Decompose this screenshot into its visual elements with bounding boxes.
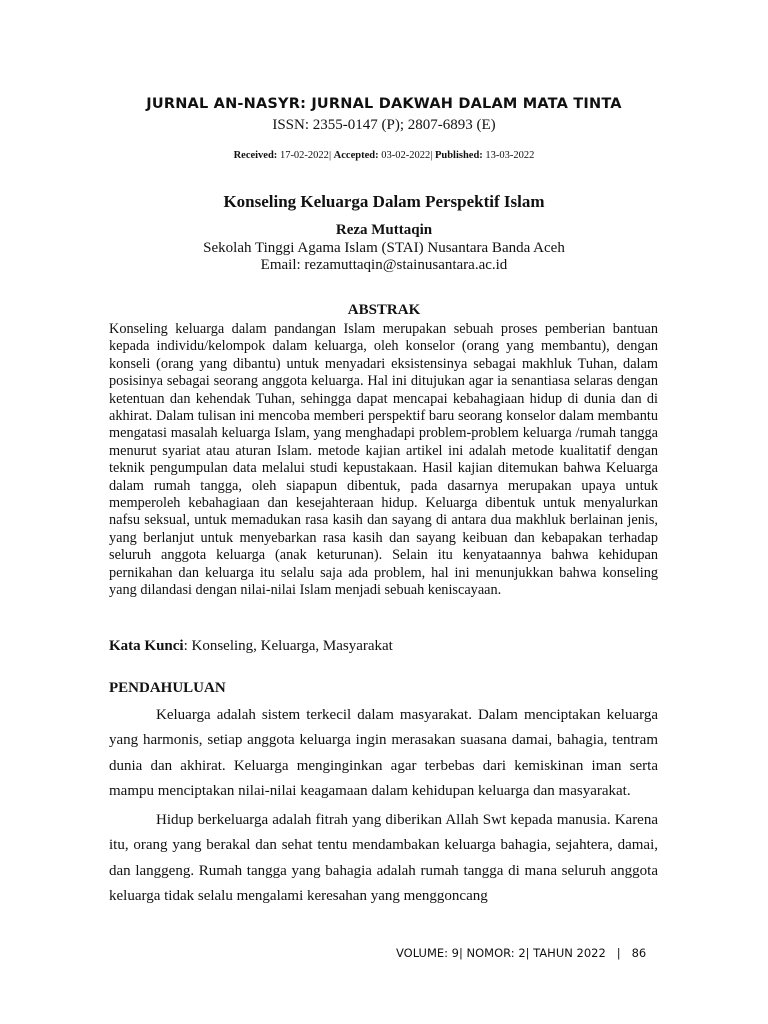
published-label: Published: bbox=[434, 150, 483, 161]
introduction-paragraph: Keluarga adalah sistem terkecil dalam masyarakat. Dalam menciptakan keluarga yang harmonis, setiap anggota keluarga ingin merasakan suasana damai, bahagia, tentram dunia dan akhirat. Keluarga menginginkan agar terbebas dari kemiskinan iman serta mampu menciptakan nilai-nilai keagamaan dalam kehidupan keluarga dan masyarakat. bbox=[109, 707, 658, 799]
abstract-heading: ABSTRAK bbox=[347, 302, 421, 318]
issn-line: ISSN: 2355-0147 (P); 2807-6893 (E) bbox=[272, 117, 496, 133]
submission-dates bbox=[0, 150, 768, 161]
author-email: Email: rezamuttaqin@stainusantara.ac.id bbox=[260, 257, 508, 273]
keywords-line bbox=[109, 638, 658, 655]
section-heading-introduction: PENDAHULUAN bbox=[109, 680, 226, 696]
accepted-label: Accepted: bbox=[333, 150, 379, 161]
date-separator: | bbox=[328, 150, 332, 161]
page-footer bbox=[396, 946, 646, 960]
author-affiliation: Sekolah Tinggi Agama Islam (STAI) Nusantara Banda Aceh bbox=[203, 240, 565, 256]
author-name: Reza Muttaqin bbox=[335, 222, 433, 238]
article-title: Konseling Keluarga Dalam Perspektif Islam bbox=[223, 192, 545, 211]
published-date: 13-03-2022 bbox=[485, 150, 535, 161]
accepted-date: 03-02-2022 bbox=[381, 150, 431, 161]
journal-title: JURNAL AN-NASYR: JURNAL DAKWAH DALAM MATA TINTA bbox=[146, 96, 622, 112]
received-date: 17-02-2022 bbox=[279, 150, 329, 161]
introduction-paragraph: Hidup berkeluarga adalah fitrah yang diberikan Allah Swt kepada manusia. Karena itu, orang yang berakal dan sehat tentu mendambakan keluarga bahagia, sejahtera, damai, dan langgeng. Rumah tangga yang bahagia adalah rumah tangga di mana seluruh anggota keluarga tidak selalu mengalami keresahan yang menggoncang bbox=[109, 812, 658, 905]
date-separator: | bbox=[430, 150, 433, 161]
abstract-text: Konseling keluarga dalam pandangan Islam merupakan sebuah proses pemberian bantuan kepada individu/kelompok dalam keluarga, oleh konselor (orang yang membantu), dengan konseli (orang yang dibantu) untuk menyadari eksistensinya sebagai makhluk Tuhan, dalam posisinya sebagai seorang anggota keluarga. Hal ini ditujukan agar ia senantiasa selaras dengan ketentuan dan kehendak Tuhan, sehingga dapat mencapai kebahagiaan hidup di dunia dan di akhirat. Dalam tulisan ini mencoba memberi perspektif baru seorang konselor dalam membantu mengatasi masalah keluarga Islam, yang menghadapi problem-problem keluarga /rumah tangga menurut syariat atau aturan Islam. metode kajian artikel ini adalah metode kualitatif dengan teknik pengumpulan data melalui studi kepustakaan. Hasil kajian ditemukan bahwa Keluarga dalam rumah tangga, oleh siapapun dibentuk, pada dasarnya merupakan upaya untuk memperoleh kebahagiaan dan kesejahteraan hidup. Keluarga dibentuk untuk menyalurkan nafsu seksual, untuk memadukan rasa kasih dan sayang di antara dua makhluk berlainan jenis, yang berlanjut untuk menyebarkan rasa kasih dan sayang keibuan dan kebapakan terhadap seluruh anggota keluarga (anak keturunan). Selain itu kenyataannya bahwa kehidupan pernikahan dan keluarga itu selalu saja ada problem, hal ini menunjukkan bahwa konseling yang dilandasi dengan nilai-nilai Islam menjadi sebuah keniscayaan. bbox=[109, 321, 658, 599]
footer-volume: VOLUME: 9| NOMOR: 2| TAHUN 2022 bbox=[396, 946, 606, 960]
keywords-label: Kata Kunci bbox=[109, 638, 184, 654]
keywords-text: : Konseling, Keluarga, Masyarakat bbox=[183, 638, 393, 654]
page-number: 86 bbox=[631, 946, 647, 960]
received-label: Received: bbox=[233, 150, 278, 161]
footer-separator: | bbox=[616, 946, 621, 960]
introduction-body bbox=[109, 703, 658, 909]
